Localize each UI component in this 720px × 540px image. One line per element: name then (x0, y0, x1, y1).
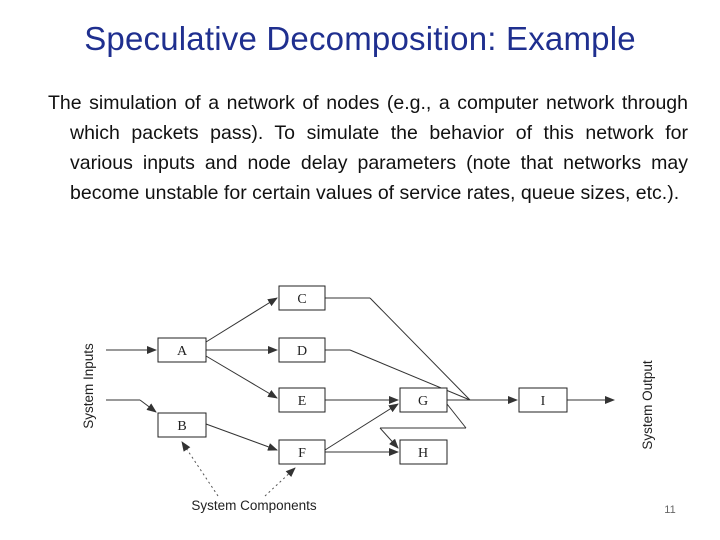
components-pointer-f (265, 468, 295, 496)
node-d (279, 338, 325, 362)
svg-text:H: H (417, 446, 429, 461)
svg-text:F: F (298, 446, 306, 461)
components-pointer-b (182, 442, 218, 496)
node-g (400, 388, 447, 412)
node-h (400, 440, 447, 464)
node-a (158, 338, 206, 362)
node-e (279, 388, 325, 412)
svg-text:E: E (297, 394, 307, 409)
svg-text:I: I (540, 394, 546, 409)
node-f (279, 440, 325, 464)
slide-body-text: The simulation of a network of nodes (e.g., a computer network through which packets pass). To simulate the behavior of this network for various inputs and node delay parameters (note that networks may become unstable for certain values of service rates, queue sizes, etc.). (48, 92, 688, 204)
system-output-label: System Output (640, 360, 655, 450)
node-c (279, 286, 325, 310)
edge-b-f (206, 424, 277, 450)
system-inputs-label: System Inputs (81, 343, 96, 429)
edge-f-g (325, 404, 398, 450)
system-components-label: System Components (191, 498, 317, 513)
edge-a-e (206, 356, 277, 398)
edge-g-h-down (447, 404, 466, 428)
svg-text:B: B (177, 419, 187, 434)
input-arrow-b-diag (140, 400, 156, 412)
svg-text:D: D (296, 344, 308, 359)
svg-text:G: G (417, 394, 429, 409)
edge-a-c (206, 298, 277, 342)
svg-text:C: C (297, 292, 307, 307)
page-number: 11 (664, 504, 676, 516)
edge-c-i-diag (370, 298, 470, 400)
node-i (519, 388, 567, 412)
edge-g-h-back (380, 428, 398, 448)
slide-title: Speculative Decomposition: Example (84, 20, 636, 57)
node-b (158, 413, 206, 437)
svg-text:A: A (176, 344, 188, 359)
